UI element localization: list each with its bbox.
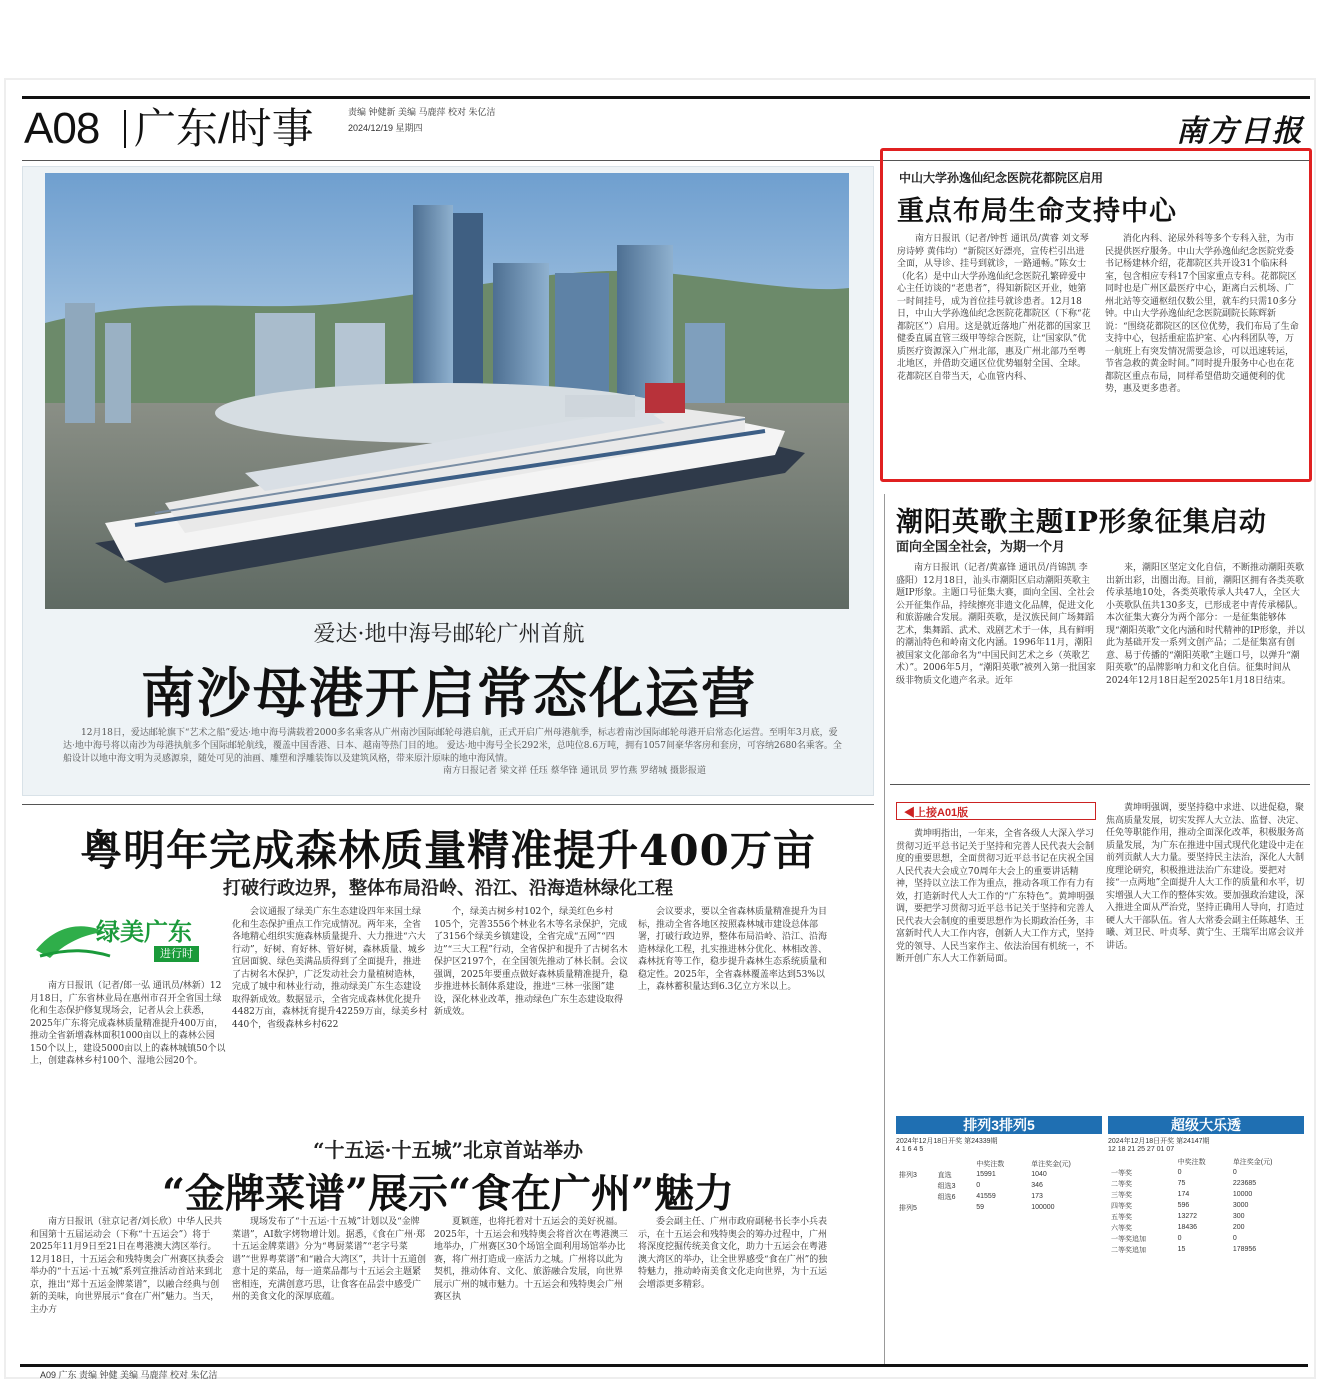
row-label: 一等奖追加 [1111,1235,1146,1243]
row-count: 18436 [1177,1224,1198,1231]
row-count: 15991 [976,1171,996,1178]
table-row [1108,1189,1304,1200]
row-count: 0 [1177,1169,1182,1176]
table-row [896,1180,1102,1191]
footer-rule [20,1364,1308,1367]
date-line: 2024/12/19 星期四 [348,123,423,133]
badge-label: 绿美广东 [96,917,192,946]
header-cell: 中奖注数 [976,1160,1005,1168]
lead-headline: 南沙母港开启常态化运营 [141,661,757,725]
row-type [935,1202,974,1213]
header-cell [896,1158,935,1169]
lead-byline: 南方日报记者 梁文祥 任珏 蔡华锋 通讯员 罗竹燕 罗绪城 摄影报道 [443,766,707,776]
row-label: 六等奖 [1111,1224,1132,1232]
lead-body-paragraph: 12月18日，爱达邮轮旗下“艺术之船”爱达·地中海号满载着2000多名乘客从广州南沙国际邮轮母港启航，正式开启广州母港航季，标志着南沙国际邮轮母港开启常态化运营。至明年3月底，爱达·地中海号将以南沙为母港执航多个国际邮轮航线，覆盖中国香港、日本、越南等热门目的地。 [63,728,838,751]
row-label: 五等奖 [1111,1213,1132,1221]
chaoyang-subtitle: 面向全国全社会，为期一个月 [896,540,1066,555]
newspaper-logo: 南方日报 [1176,114,1304,149]
row-type: 组选6 [937,1193,956,1201]
row-count: 174 [1177,1191,1190,1198]
table-row [1108,1244,1304,1255]
table-row [896,1169,1102,1180]
row-label [896,1180,935,1191]
footer-text: A09 广东 责编 钟健 美编 马鹿萍 校对 朱亿洁 [40,1370,218,1380]
table-row [1108,1222,1304,1233]
row-type: 直选 [937,1171,952,1179]
menu-headline: “金牌菜谱”展示“食在广州”魅力 [161,1170,735,1217]
table-row [896,1202,1102,1213]
chaoyang-column-2: 来，潮阳区坚定文化自信，不断推动潮阳英歌出新出彩，出圈出海。目前，潮阳区拥有各类英歌传承基地10处，各类英歌传承人共47人，全区大小英歌队伍共130多支，已形成老中青传承梯队。本次征集大赛分为两个部分：一是征集能够体现“潮阳英歌”文化内涵和时代精神的IP形象，并以此为基础开发一系列文创产品；二是征集富有创意、易于传播的“潮阳英歌”主题口号，以弹升“潮阳英歌”的品牌影响力和文化自信。征集时间从2024年12月18日起至2025年1月18日结束。 [1106,563,1305,686]
row-type: 组选3 [937,1182,956,1190]
row-prize: 173 [1031,1193,1043,1200]
row-prize: 3000 [1232,1202,1249,1209]
lead-story [22,166,874,796]
highlighted-story[interactable] [880,148,1312,482]
row-count: 596 [1177,1202,1190,1209]
row-count: 13272 [1177,1213,1198,1220]
continuation-label[interactable]: ◀上接A01版 [904,807,969,819]
lottery-pl-numbers: 4 1 6 4 5 [896,1146,924,1153]
forest-column-2: 会议通报了绿美广东生态建设四年来国土绿化和生态保护重点工作完成情况。两年来，全省各地精心组织实施森林质量提升、大力推进“六大行动”，好树、育好林、管好树，森林质量、城乡宜居面貌、绿色美满品质得到了全面提升，推进了古树名木保护，广泛发动社会力量植树造林，完成了城中和林业行动，推动绿美广东生态建设取得新成效。数据显示，全省完成森林优化提升4482万亩，森林抚育提升42259万亩，绿美乡村440个，省级森林乡村622 [232,907,428,1030]
menu-column-4: 委会副主任、广州市政府副秘书长李小兵表示，在十五运会和残特奥会的筹办过程中，广州将深度挖掘传统美食文化，助力十五运会在粤港澳大湾区的举办，让全世界感受“食在广州”的独特魅力，推动岭南美食文化走向世界，为十五运会增添更多精彩。 [638,1217,828,1290]
row-count: 0 [1177,1235,1182,1242]
table-row [1108,1178,1304,1189]
lottery-dlt-info: 2024年12月18日开奖 第24147期 [1108,1138,1210,1145]
row-prize: 223685 [1232,1180,1257,1187]
page-number: A08 [24,104,100,153]
lottery-dlt-numbers: 12 18 21 25 27 01 07 [1108,1146,1175,1153]
masthead-separator [124,110,126,148]
cruise-ship-photo [45,173,849,609]
lead-kicker: 爱达·地中海号邮轮广州首航 [313,622,585,647]
highlight-column-2: 消化内科、泌尿外科等多个专科入驻，为市民提供医疗服务。中山大学孙逸仙纪念医院党委书记杨建林介绍，花都院区共开设31个临床科室，包含相应专科17个国家重点专科。花都院区同时也是广州区最医疗中心，距离白云机场、广州北站等交通枢纽仅数公里，就车约只需10多分钟。中山大学孙逸仙纪念医院副院长陈辉新说：“围绕花都院区的区位优势，我们布局了生命支持中心，包括重症监护室、心内科团队等，万一航班上有突发情况需要急诊，可以迅速转运，节省急救的黄金时间。”同时提升服务中心也在花都院区重点布局，同样希望借助交通便利的优势，惠及更多患者。 [1105,234,1299,394]
row-count: 59 [976,1204,985,1211]
lottery-pl-info: 2024年12月18日开奖 第24339期 [896,1138,998,1145]
badge-sublabel: 进行时 [154,946,199,962]
table-row [1108,1200,1304,1211]
row-label: 四等奖 [1111,1202,1132,1210]
row-label: 排列5 [899,1204,917,1212]
row-label [896,1191,935,1202]
table-row [896,1191,1102,1202]
forest-subtitle: 打破行政边界，整体布局沿岭、沿江、沿海造林绿化工程 [223,878,673,899]
row-label: 二等奖 [1111,1180,1132,1188]
top-rule [22,96,1310,99]
header-cell: 单注奖金(元) [1031,1160,1071,1168]
lottery-pl-title: 排列3排列5 [896,1116,1102,1134]
table-row [1108,1211,1304,1222]
right-divider [890,784,1310,785]
row-label: 排列3 [899,1171,917,1179]
row-count: 0 [976,1182,981,1189]
forest-column-4: 会议要求，要以全省森林质量精准提升为目标，推动全省各地区按照森林城市建设总体部署，打破行政边界，整体布局沿岭、沿江、沿海造林绿化工程，扎实推进林分优化、林相改善、森林抚育等工作，稳步提升森林生态系统质量和稳定性。2025年，全省森林覆盖率达到53%以上，森林蓄积量达到6.3亿立方米以上。 [638,907,828,992]
highlight-headline: 重点布局生命支持中心 [897,196,1177,227]
header-cell [935,1158,974,1169]
lottery-dlt-table [1108,1156,1304,1255]
lead-body [63,727,843,766]
row-prize: 1040 [1031,1171,1047,1178]
table-row [1108,1233,1304,1244]
row-prize: 10000 [1232,1191,1253,1198]
header-cell: 中奖注数 [1177,1158,1206,1166]
menu-kicker: “十五运·十五城”北京首站举办 [313,1138,583,1162]
row-prize: 300 [1232,1213,1245,1220]
row-label: 三等奖 [1111,1191,1132,1199]
row-prize: 0 [1232,1169,1237,1176]
lead-body-paragraph-2: 爱达·地中海号全长292米，总吨位8.6万吨，拥有1057间豪华客房和套房，可容纳2680名乘客。全船设计以地中海文明为灵感源泉，随处可见的油画、雕塑和浮雕装饰以及建筑风格，带来原汁原味的地中海风情。 [63,741,842,764]
continuation-column-2: 黄坤明强调，要坚持稳中求进、以进促稳，聚焦高质量发展，切实发挥人大立法、监督、决定、任免等职能作用，推动全面深化改革，积极服务高质量发展，为广东在推进中国式现代化建设中走在前列贡献人大力量。要坚持民主法治，深化人大制度理论研究，积极推进法治广东建设。要把对接“一点两地”全面提升人大工作的质量和水平，切实增强人大工作的整体实效。要加强政治建设，深入推进全面从严治党，坚持正确用人导向，打造过硬人大干部队伍。省人大常委会副主任陈越华、王曦、刘卫民、叶贞琴、黄宁生、王瑞军出席会议并讲话。 [1106,803,1305,951]
header-cell [1108,1156,1175,1167]
row-prize: 178956 [1232,1246,1257,1253]
left-divider [22,804,874,805]
highlight-column-1: 南方日报讯（记者/钟哲 通讯员/黄睿 刘文琴 房诗婷 黄伟均）“新院区好漂亮，宣传栏引出进全面，从导诊、挂号到就诊，一路通畅。”陈女士（化名）是中山大学孙逸仙纪念医院孔繁碎爱中心主任访谈的“老患者”，得知新院区开业，她第一时间挂号，成为首位挂号就诊患者。12月18日，中山大学孙逸仙纪念医院花都院区（下称“花都院区”）启用。这是就近落地广州花都的国家卫健委直属直管三级甲等综合医院，让“国家队”优质医疗资源深入广州北部，惠及广州北部乃至粤北地区，并借助交通区位优势辐射全国、全球。花都院区自带当天，心血管内科、 [897,234,1091,382]
highlight-kicker: 中山大学孙逸仙纪念医院花都院区启用 [899,171,1104,185]
table-row [1108,1167,1304,1178]
header-cell: 单注奖金(元) [1232,1158,1273,1166]
lottery-dlt-title: 超级大乐透 [1108,1116,1304,1134]
row-count: 15 [1177,1246,1186,1253]
forest-column-3: 个，绿美古树乡村102个，绿美红色乡村105个，完善3556个林业名木等名录保护，完成了3156个绿美乡镇建设，全省完成“五网”“四边”“三大工程”行动，全省保护和提升了古树名木保护区2197个，在全国领先推动了林长制。会议强调，2025年要重点做好森林质量精准提升，稳步推进林长制体系建设，推进“三林一张图”建设，深化林业改革，推动绿色广东生态建设取得新成效。 [434,907,628,1017]
row-label: 二等奖追加 [1111,1246,1146,1254]
lottery-dlt-header [1108,1156,1304,1167]
column-divider [884,494,885,1364]
section-title: 广东/时事 [134,105,314,152]
chaoyang-headline: 潮阳英歌主题IP形象征集启动 [896,507,1267,538]
row-prize: 200 [1232,1224,1245,1231]
row-prize: 346 [1031,1182,1043,1189]
lottery-pl-table [896,1158,1102,1213]
menu-column-2: 现场发布了“十五运·十五城”计划以及“金牌菜谱”，AI数字烤物增计划。据悉，《食在广州·郑十五运金牌菜谱》分为“粤厨菜谱”“老字号菜谱”“世界粤菜谱”和“融合大湾区”，共计十五道创意十足的菜品，每一道菜品都与十五运会主题紧密相连，充满创意巧思，让食客在品尝中感受广州的美食文化的深厚底蕴。 [232,1217,427,1302]
chaoyang-column-1: 南方日报讯（记者/黄嘉锋 通讯员/肖锦凯 李盛阳）12月18日，汕头市潮阳区启动潮阳英歌主题IP形象。主题口号征集大赛，面向全国、全社会公开征集作品，持续擦亮非遗文化品牌，促进文化和旅游融合发展。潮阳英歌，是汉族民间广场舞蹈艺术，集舞蹈、武术、戏剧艺术于一体，具有鲜明的潮汕特色和岭南文化内涵。1996年11月，潮阳被国家文化部命名为“中国民间艺术之乡（英歌艺术）”。2006年5月，“潮阳英歌”被列入第一批国家级非物质文化遗产名录。近年 [896,563,1096,686]
menu-column-3: 夏颖莲，也将托着对十五运会的美好祝福。2025年，十五运会和残特奥会将首次在粤港澳三地举办，广州赛区30个场馆全面利用场馆举办比赛，将广州打造成一座活力之城。广州将以此为契机，推动体育、文化、旅游融合发展，向世界展示广州的城市魅力。十五运会和残特奥会广州赛区执 [434,1217,628,1302]
forest-headline: 粤明年完成森林质量精准提升400万亩 [80,826,816,875]
editor-line: 责编 钟健新 美编 马鹿萍 校对 朱亿洁 [348,107,496,117]
menu-column-1: 南方日报讯（驻京记者/刘长欣）中华人民共和国第十五届运动会（下称“十五运会”）将于2025年11月9日至21日在粤港澳大湾区举行。12月18日，十五运会和残特奥会广州赛区执委会举办的“十五运·十五城”系列宣推活动首站来到北京，推出“郑十五运金牌菜谱”，以融合经典与创新的美味，向世界展示“食在广州”魅力。当天，主办方 [30,1217,224,1315]
row-count: 41559 [976,1193,996,1200]
row-prize: 100000 [1031,1204,1055,1211]
row-prize: 0 [1232,1235,1237,1242]
row-count: 75 [1177,1180,1186,1187]
row-label: 一等奖 [1111,1169,1132,1177]
lottery-pl-header [896,1158,1102,1169]
forest-column-1: 南方日报讯（记者/郎一弘 通讯员/林新）12月18日，广东省林业局在惠州市召开全省国土绿化和生态保护修复现场会，记者从会上获悉，2025年广东将完成森林质量精准提升400万亩，推动全省新增森林面积1000亩以上的森林公园150个以上，建设5000亩以上的森林城镇50个以上，创建森林乡村100个、湿地公园20个。 [30,981,226,1066]
continuation-column-1: 黄坤明指出，一年来，全省各级人大深入学习贯彻习近平总书记关于坚持和完善人民代表大会制度的重要思想，全面贯彻习近平总书记在庆祝全国人民代表大会成立70周年大会上的重要讲话精神，坚持以立法工作为重点，推动各项工作有力有效，打造新时代人大工作的“广东特色”。黄坤明强调，要把学习贯彻习近平总书记关于坚持和完善人民代表大会制度的重要思想作为长期政治任务，丰富新时代人大工作内容，创新人大工作方式，坚持党的领导、人民当家作主、依法治国有机统一，不断开创广东人大工作新局面。 [896,829,1095,964]
